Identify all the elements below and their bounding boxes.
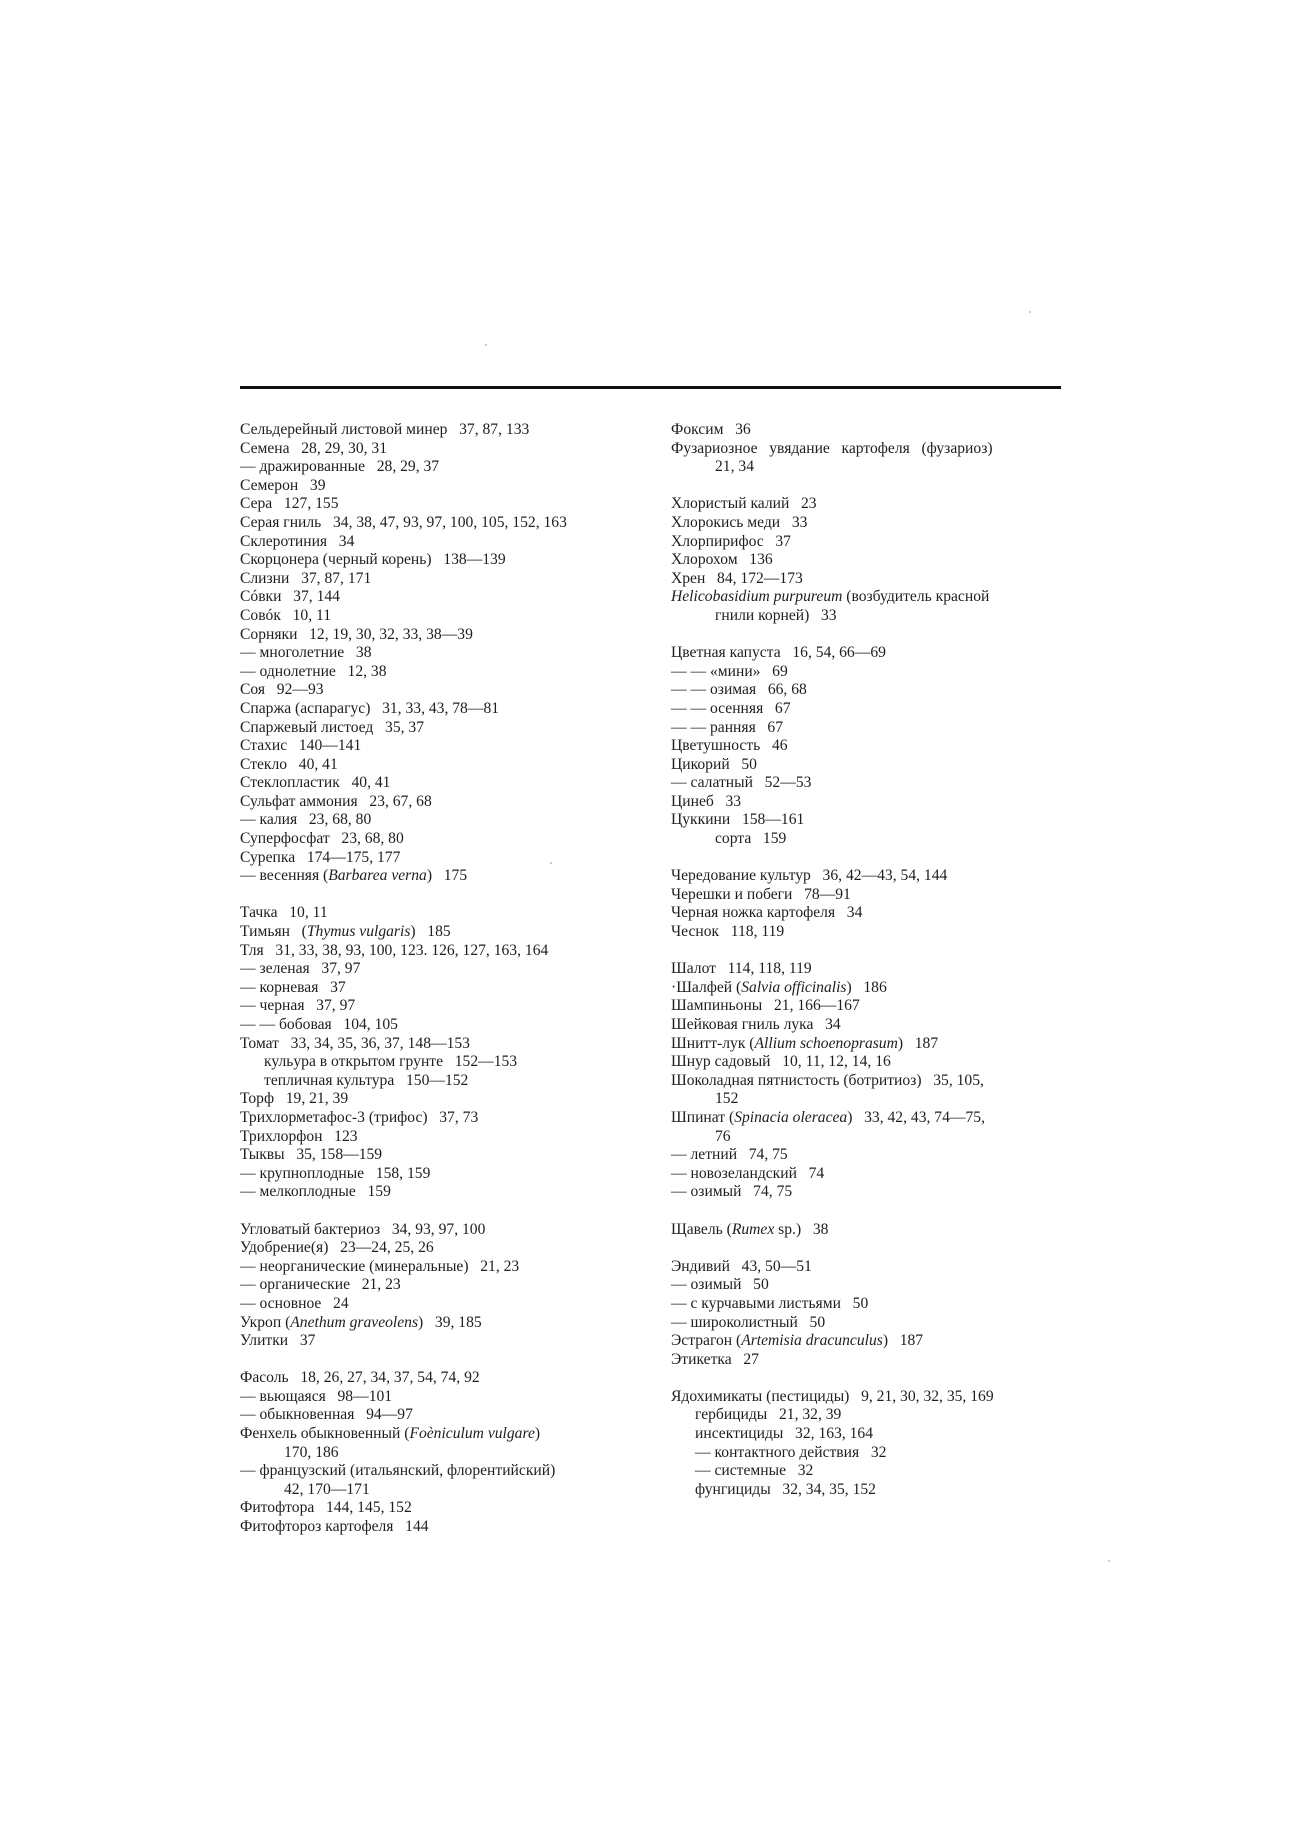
index-entry-pages: sp.) 38 (774, 1220, 829, 1238)
index-entry (240, 923, 640, 942)
index-entry (671, 923, 1066, 942)
index-entry (671, 1481, 1066, 1500)
index-entry (240, 1332, 640, 1351)
index-entry (671, 644, 1066, 663)
index-entry-pages: ) 185 (410, 923, 451, 941)
index-entry-text: 76 (715, 1127, 731, 1145)
index-entry-text: — калия 23, 68, 80 (240, 811, 372, 829)
index-entry (671, 533, 1066, 552)
index-entry-text: — органические 21, 23 (240, 1276, 401, 1294)
index-entry-text: 170, 186 (284, 1443, 339, 1461)
index-entry (240, 551, 640, 570)
index-entry (671, 904, 1066, 923)
index-entry-text: — системные 32 (695, 1462, 814, 1480)
index-entry (240, 1518, 640, 1537)
scan-speck (1108, 1560, 1110, 1562)
index-entry (240, 514, 640, 533)
index-entry-text: — крупноплодные 158, 159 (240, 1164, 431, 1182)
index-entry (240, 1499, 640, 1518)
index-entry-text: Тля 31, 33, 38, 93, 100, 123. 126, 127, 163, 164 (240, 941, 549, 959)
index-entry (240, 700, 640, 719)
index-entry (671, 1183, 1066, 1202)
index-entry (240, 774, 640, 793)
index-entry-text: — контактного действия 32 (695, 1443, 887, 1461)
index-section-gap (671, 477, 1066, 496)
index-entry-latin-name: Barbarea verna (328, 867, 427, 885)
index-entry (240, 663, 640, 682)
index-entry-text: Угловатый бактериоз 34, 93, 97, 100 (240, 1220, 486, 1238)
index-entry-text: Этикетка 27 (671, 1350, 759, 1368)
index-entry (240, 811, 640, 830)
index-entry-text: Тачка 10, 11 (240, 904, 328, 922)
index-entry-pages: ) 187 (897, 1034, 939, 1052)
index-entry-text: Черная ножка картофеля 34 (671, 904, 863, 922)
index-entry-text: Фитофтора 144, 145, 152 (240, 1499, 412, 1517)
index-entry-text: Фузариозное увядание картофеля (фузариоз) (671, 439, 993, 457)
index-entry (671, 588, 1066, 607)
index-entry (240, 607, 640, 626)
index-entry-text: — озимый 50 (671, 1276, 769, 1294)
index-entry-latin-name: Anethum graveolens (290, 1313, 419, 1331)
index-entry-text: Слизни 37, 87, 171 (240, 569, 372, 587)
index-entry (240, 1146, 640, 1165)
index-entry-text: Спаржа (аспарагус) 31, 33, 43, 78—81 (240, 699, 500, 717)
index-entry (671, 1332, 1066, 1351)
index-entry (240, 440, 640, 459)
index-entry (240, 942, 640, 961)
index-entry-text: — вьющаяся 98—101 (240, 1387, 393, 1405)
index-entry-text: — — «мини» 69 (671, 662, 788, 680)
index-entry (671, 774, 1066, 793)
index-entry-text: 42, 170—171 (284, 1480, 370, 1498)
index-entry-text: фунгициды 32, 34, 35, 152 (695, 1480, 876, 1498)
index-column-right (671, 421, 1066, 1499)
index-entry-text: Семена 28, 29, 30, 31 (240, 439, 388, 457)
index-entry-text: Шпинат ( (671, 1108, 735, 1126)
top-rule (240, 386, 1061, 389)
index-entry (671, 737, 1066, 756)
index-entry (240, 1072, 640, 1091)
index-entry-text: Удобрение(я) 23—24, 25, 26 (240, 1239, 434, 1257)
index-section-gap (671, 626, 1066, 645)
index-entry-text: сорта 159 (715, 830, 787, 848)
index-entry-text: Фоксим 36 (671, 421, 751, 438)
index-entry (671, 1444, 1066, 1463)
index-entry-latin-name: Helicobasidium purpureum (671, 588, 843, 606)
index-entry-text: — новозеландский 74 (671, 1164, 825, 1182)
index-entry (240, 849, 640, 868)
index-entry-text: Тыквы 35, 158—159 (240, 1146, 383, 1164)
index-entry-text: Тимьян ( (240, 923, 307, 941)
index-section-gap (240, 1351, 640, 1370)
index-section-gap (671, 849, 1066, 868)
index-entry (671, 1462, 1066, 1481)
index-entry-text: Цветушность 46 (671, 737, 788, 755)
index-entry-text: Цинеб 33 (671, 792, 742, 810)
index-entry (671, 663, 1066, 682)
index-entry-text: Улитки 37 (240, 1332, 316, 1350)
index-entry-text: Фитофтороз картофеля 144 (240, 1518, 429, 1536)
index-entry-text: инсектициды 32, 163, 164 (695, 1425, 874, 1443)
index-entry-text: 152 (715, 1090, 739, 1108)
index-entry-text: Эндивий 43, 50—51 (671, 1257, 812, 1275)
index-entry-latin-name: Allium schoenoprasum (754, 1034, 898, 1052)
index-entry (240, 1481, 640, 1500)
index-entry (671, 1314, 1066, 1333)
index-entry (671, 1165, 1066, 1184)
index-entry (671, 960, 1066, 979)
index-entry-text: — — ранняя 67 (671, 718, 784, 736)
index-entry-text: Торф 19, 21, 39 (240, 1090, 349, 1108)
index-entry (671, 1276, 1066, 1295)
index-entry (671, 1146, 1066, 1165)
index-entry (671, 440, 1066, 459)
index-entry (240, 1221, 640, 1240)
index-entry (240, 477, 640, 496)
index-entry (671, 1109, 1066, 1128)
index-entry-text: — озимый 74, 75 (671, 1183, 793, 1201)
index-entry-text: — дражированные 28, 29, 37 (240, 458, 440, 476)
index-entry-text: — основное 24 (240, 1294, 349, 1312)
index-entry (240, 533, 640, 552)
index-entry (671, 495, 1066, 514)
index-entry-text: Сульфат аммония 23, 67, 68 (240, 792, 432, 810)
index-entry (240, 1444, 640, 1463)
index-entry-text: Шалот 114, 118, 119 (671, 960, 812, 978)
index-entry (671, 607, 1066, 626)
scan-speck (550, 862, 552, 864)
index-entry-text: — французский (итальянский, флорентийский) (240, 1462, 556, 1480)
index-entry (240, 1239, 640, 1258)
index-section-gap (671, 1239, 1066, 1258)
index-entry-text: Семерон 39 (240, 476, 326, 494)
index-entry (240, 570, 640, 589)
index-entry-text: гербициды 21, 32, 39 (695, 1406, 842, 1424)
index-entry-latin-name: Foèniculum vulgare (409, 1425, 535, 1443)
index-entry (240, 588, 640, 607)
index-entry-text: — черная 37, 97 (240, 997, 356, 1015)
index-entry-text: Черешки и побеги 78—91 (671, 885, 851, 903)
index-section-gap (240, 1202, 640, 1221)
index-entry-text: — салатный 52—53 (671, 774, 812, 792)
index-entry (671, 1221, 1066, 1240)
index-entry-text: — многолетние 38 (240, 644, 372, 662)
index-section-gap (240, 886, 640, 905)
index-entry (240, 1053, 640, 1072)
index-entry (240, 979, 640, 998)
index-entry-text: тепличная культура 150—152 (264, 1071, 469, 1089)
index-entry-text: Сельдерейный листовой минер 37, 87, 133 (240, 421, 530, 438)
index-entry-text: Хлорпирифос 37 (671, 532, 791, 550)
index-entry (240, 1109, 640, 1128)
index-entry (240, 756, 640, 775)
index-entry-text: Шнитт-лук ( (671, 1034, 755, 1052)
index-entry (671, 570, 1066, 589)
index-entry-text: Сера 127, 155 (240, 495, 339, 513)
index-entry-latin-name: Rumex (731, 1220, 775, 1238)
index-entry-text: Шнур садовый 10, 11, 12, 14, 16 (671, 1053, 891, 1071)
index-entry-pages: ) 187 (882, 1332, 924, 1350)
index-entry (240, 1016, 640, 1035)
index-entry (240, 1183, 640, 1202)
index-entry-text: Совóк 10, 11 (240, 606, 332, 624)
index-entry-text: — обыкновенная 94—97 (240, 1406, 413, 1424)
index-entry-text: Чередование культур 36, 42—43, 54, 144 (671, 867, 948, 885)
index-entry (240, 793, 640, 812)
index-entry (671, 886, 1066, 905)
index-entry (671, 1258, 1066, 1277)
index-entry-latin-name: Artemisia dracunculus (741, 1332, 883, 1350)
scan-speck (485, 344, 487, 346)
index-entry (671, 756, 1066, 775)
index-entry-text: Цикорий 50 (671, 755, 757, 773)
index-entry-text: Трихлорметафос-3 (трифос) 37, 73 (240, 1108, 479, 1126)
index-entry (671, 421, 1066, 440)
index-entry-text: — однолетние 12, 38 (240, 662, 387, 680)
index-entry (240, 1128, 640, 1147)
index-entry-text: Томат 33, 34, 35, 36, 37, 148—153 (240, 1034, 470, 1052)
index-entry-text: — — бобовая 104, 105 (240, 1016, 398, 1033)
index-entry-text: — корневая 37 (240, 978, 346, 996)
index-section-gap (671, 1369, 1066, 1388)
index-entry-pages: ) 33, 42, 43, 74—75, (847, 1108, 985, 1126)
index-entry-text: Хлорохом 136 (671, 551, 773, 569)
index-entry (671, 1128, 1066, 1147)
index-entry (671, 997, 1066, 1016)
index-entry-text: гнили корней) 33 (715, 606, 837, 624)
index-entry (240, 867, 640, 886)
index-entry (671, 1016, 1066, 1035)
index-entry (240, 1406, 640, 1425)
index-entry (671, 979, 1066, 998)
index-entry (240, 626, 640, 645)
index-entry (240, 719, 640, 738)
index-entry-text: ·Шалфей ( (671, 978, 742, 996)
index-entry (671, 681, 1066, 700)
index-entry-latin-name: Thymus vulgaris (306, 923, 411, 941)
index-entry-pages: ) 175 (426, 867, 468, 885)
index-entry (240, 1090, 640, 1109)
index-entry-text: Стекло 40, 41 (240, 755, 338, 773)
index-entry-text: Хрен 84, 172—173 (671, 569, 803, 587)
index-entry-text: Цуккини 158—161 (671, 811, 805, 829)
index-entry-text: — мелкоплодные 159 (240, 1183, 391, 1201)
index-entry-text: Хлорокись меди 33 (671, 513, 808, 531)
index-entry (240, 644, 640, 663)
index-entry (671, 1425, 1066, 1444)
index-entry (671, 700, 1066, 719)
index-entry (240, 458, 640, 477)
index-entry-text: — весенняя ( (240, 867, 329, 885)
index-entry-text: — летний 74, 75 (671, 1146, 788, 1164)
index-entry-text: 21, 34 (715, 458, 754, 476)
index-entry-text: Сóвки 37, 144 (240, 588, 340, 606)
index-entry (240, 1314, 640, 1333)
index-entry (671, 811, 1066, 830)
index-entry (240, 681, 640, 700)
index-entry-text: Чеснок 118, 119 (671, 923, 785, 941)
index-entry-text: Щавель ( (671, 1220, 732, 1238)
index-entry-text: Трихлорфон 123 (240, 1127, 358, 1145)
index-entry-text: Суперфосфат 23, 68, 80 (240, 830, 404, 848)
index-entry-text: Хлористый калий 23 (671, 495, 817, 513)
index-entry-pages: ) (534, 1425, 541, 1443)
index-entry-text: Фасоль 18, 26, 27, 34, 37, 54, 74, 92 (240, 1369, 480, 1387)
index-entry (671, 719, 1066, 738)
index-entry-text: Склеротиния 34 (240, 532, 355, 550)
index-entry (240, 1295, 640, 1314)
index-entry-text: Сорняки 12, 19, 30, 32, 33, 38—39 (240, 625, 473, 643)
index-entry (240, 737, 640, 756)
index-entry-text: Ядохимикаты (пестициды) 9, 21, 30, 32, 35, 169 (671, 1387, 994, 1405)
index-entry-text: Укроп ( (240, 1313, 291, 1331)
index-entry (671, 867, 1066, 886)
index-entry-text: Фенхель обыкновенный ( (240, 1425, 410, 1443)
index-entry-text: Спаржевый листоед 35, 37 (240, 718, 425, 736)
index-entry (671, 830, 1066, 849)
index-entry (671, 458, 1066, 477)
index-entry (240, 1388, 640, 1407)
index-entry-text: Шоколадная пятнистость (ботритиоз) 35, 105, (671, 1071, 984, 1089)
index-entry-text: Шампиньоны 21, 166—167 (671, 997, 860, 1015)
index-entry (671, 793, 1066, 812)
index-entry-text: — зеленая 37, 97 (240, 960, 361, 978)
index-entry-text: — широколистный 50 (671, 1313, 826, 1331)
index-entry (671, 1090, 1066, 1109)
index-entry (671, 514, 1066, 533)
index-section-gap (671, 942, 1066, 961)
index-entry (671, 551, 1066, 570)
index-entry (240, 421, 640, 440)
index-entry (240, 1165, 640, 1184)
index-entry-text: — — осенняя 67 (671, 699, 791, 717)
index-entry-text: Стахис 140—141 (240, 737, 362, 755)
index-entry-text: — неорганические (минеральные) 21, 23 (240, 1257, 520, 1275)
index-entry (240, 1425, 640, 1444)
index-entry-latin-name: Salvia officinalis (741, 978, 847, 996)
index-entry (671, 1406, 1066, 1425)
index-entry (671, 1035, 1066, 1054)
index-entry (240, 1462, 640, 1481)
index-entry (240, 1258, 640, 1277)
index-column-left (240, 421, 640, 1537)
index-entry-text: Скорцонера (черный корень) 138—139 (240, 551, 506, 569)
index-entry (671, 1295, 1066, 1314)
index-entry-text: — с курчавыми листьями 50 (671, 1294, 869, 1312)
index-entry-text: Соя 92—93 (240, 681, 324, 699)
index-entry (671, 1388, 1066, 1407)
index-entry (240, 1035, 640, 1054)
index-entry (240, 830, 640, 849)
index-entry (240, 960, 640, 979)
index-entry-pages: (возбудитель красной (842, 588, 990, 606)
index-entry (671, 1072, 1066, 1091)
scan-speck (1029, 311, 1031, 313)
index-entry-text: Серая гниль 34, 38, 47, 93, 97, 100, 105, 152, 163 (240, 513, 567, 531)
index-entry-text: Сурепка 174—175, 177 (240, 848, 401, 866)
index-entry-text: кульура в открытом грунте 152—153 (264, 1053, 518, 1071)
index-entry-text: Цветная капуста 16, 54, 66—69 (671, 644, 886, 662)
index-entry (240, 904, 640, 923)
index-entry (240, 1276, 640, 1295)
index-entry (671, 1053, 1066, 1072)
index-entry-text: — — озимая 66, 68 (671, 681, 807, 699)
index-entry (240, 997, 640, 1016)
index-entry (240, 1369, 640, 1388)
index-entry-text: Эстрагон ( (671, 1332, 742, 1350)
index-entry (240, 495, 640, 514)
index-entry (671, 1351, 1066, 1370)
index-entry-text: Стеклопластик 40, 41 (240, 774, 391, 792)
index-entry-pages: ) 186 (846, 978, 887, 996)
index-entry-pages: ) 39, 185 (418, 1313, 482, 1331)
index-section-gap (671, 1202, 1066, 1221)
index-entry-text: Шейковая гниль лука 34 (671, 1016, 841, 1033)
index-entry-latin-name: Spinacia oleracea (734, 1108, 848, 1126)
